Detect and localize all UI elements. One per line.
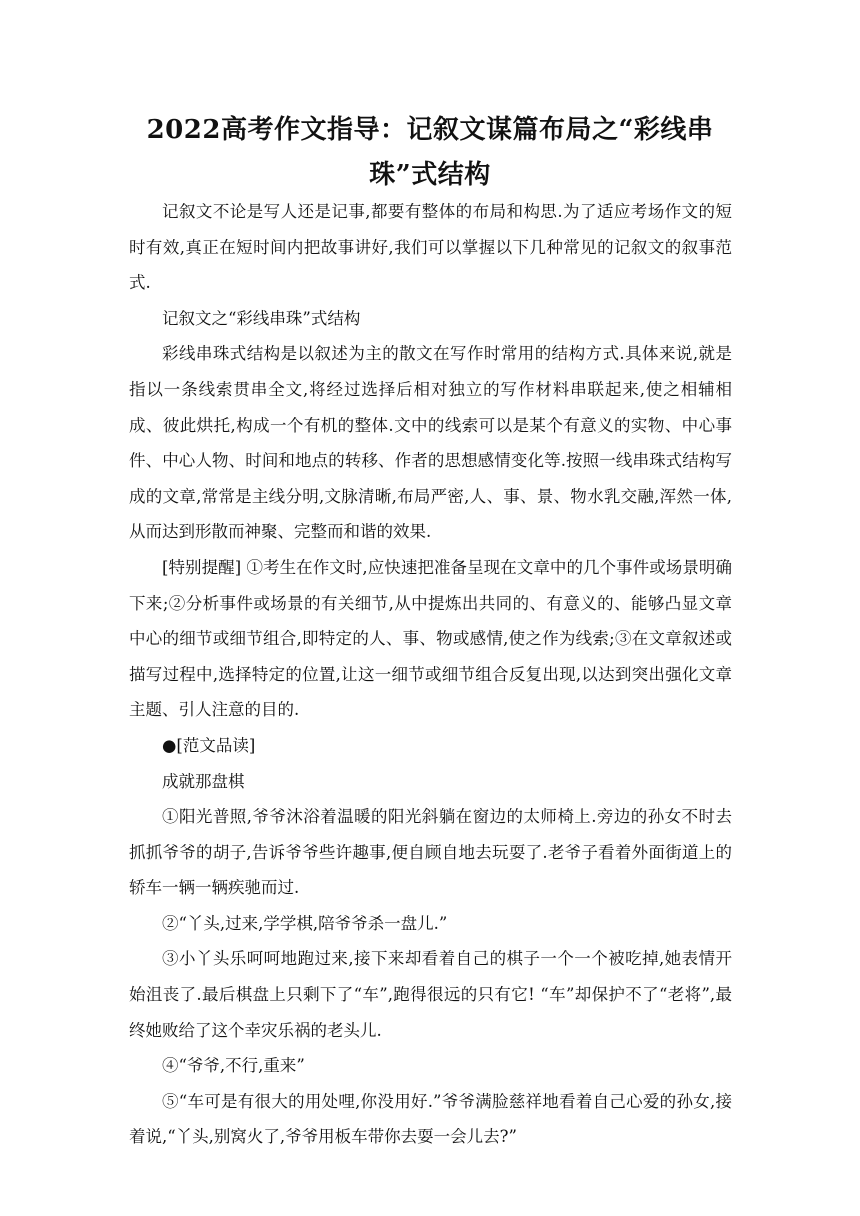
sample-paragraph-3: ③小丫头乐呵呵地跑过来,接下来却看着自己的棋子一个一个被吃掉,她表情开始沮丧了.最后棋盘上只剩下了“车”,跑得很远的只有它! “车”却保护不了“老将”,最终她败给了这个幸灾乐祸的老头儿.	[129, 949, 732, 1040]
sample-title: 成就那盘棋	[162, 771, 245, 791]
paragraph-definition: 彩线串珠式结构是以叙述为主的散文在写作时常用的结构方式.具体来说,就是指以一条线索贯串全文,将经过选择后相对独立的写作材料串联起来,使之相辅相成、彼此烘托,构成一个有机的整体.文中的线索可以是某个有意义的实物、中心事件、中心人物、时间和地点的转移、作者的思想感情变化等.按照一线串珠式结构写成的文章,常常是主线分明,文脉清晰,布局严密,人、事、景、物水乳交融,浑然一体,从而达到形散而神聚、完整而和谐的效果.	[129, 344, 732, 542]
section-heading: 记叙文之“彩线串珠”式结构	[162, 308, 361, 328]
sample-heading: ●[范文品读]	[162, 735, 256, 755]
document-title: 2022高考作文指导：记叙文谋篇布局之“彩线串珠”式结构	[146, 115, 714, 190]
sample-paragraph-5: ⑤“车可是有很大的用处哩,你没用好.”爷爷满脸慈祥地看着自己心爱的孙女,接着说,“丫头,别窝火了,爷爷用板车带你去耍一会儿去?”	[129, 1091, 732, 1147]
paragraph-tips: [特别提醒] ①考生在作文时,应快速把准备呈现在文章中的几个事件或场景明确下来;②分析事件或场景的有关细节,从中提炼出共同的、有意义的、能够凸显文章中心的细节或细节组合,即特定的人、事、物或感情,使之作为线索;③在文章叙述或描写过程中,选择特定的位置,让这一细节或细节组合反复出现,以达到突出强化文章主题、引人注意的目的.	[129, 557, 732, 720]
sample-paragraph-1: ①阳光普照,爷爷沐浴着温暖的阳光斜躺在窗边的太师椅上.旁边的孙女不时去抓抓爷爷的胡子,告诉爷爷些许趣事,便自顾自地去玩耍了.老爷子看着外面街道上的轿车一辆一辆疾驰而过.	[129, 807, 732, 898]
sample-paragraph-4: ④“爷爷,不行,重来”	[162, 1056, 305, 1076]
sample-paragraph-2: ②“丫头,过来,学学棋,陪爷爷杀一盘儿.”	[162, 913, 448, 933]
paragraph-intro: 记叙文不论是写人还是记事,都要有整体的布局和构思.为了适应考场作文的短时有效,真正在短时间内把故事讲好,我们可以掌握以下几种常见的记叙文的叙事范式.	[129, 202, 732, 293]
document-body	[129, 194, 732, 1155]
